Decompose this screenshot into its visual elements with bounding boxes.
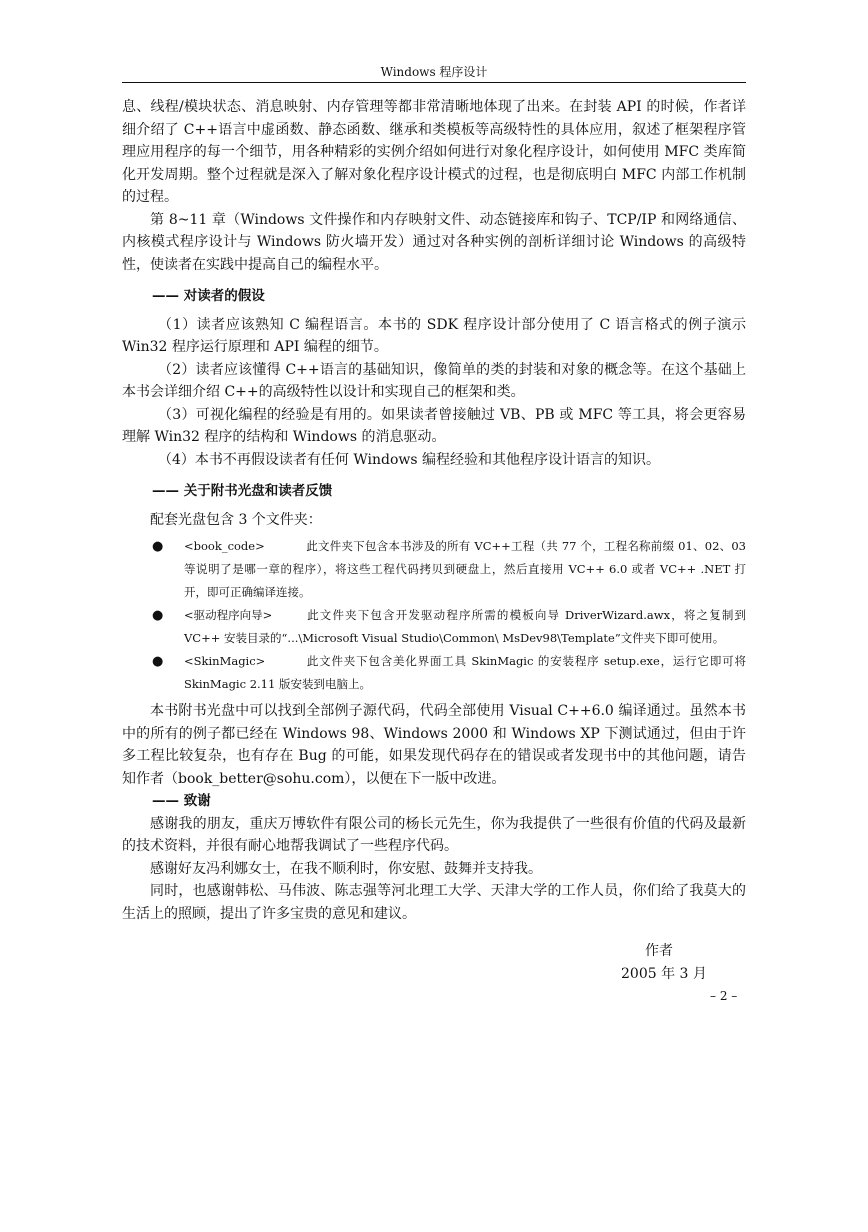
- signature-date: 2005 年 3 月: [621, 966, 707, 982]
- cd-intro: 配套光盘包含 3 个文件夹：: [150, 511, 322, 528]
- folder-list-item: [122, 535, 746, 604]
- folder-name: <SkinMagic>: [184, 654, 266, 668]
- signature-author: 作者: [645, 943, 673, 959]
- bullet-dot-icon: ●: [152, 608, 164, 623]
- folder-list: [122, 535, 746, 696]
- page-number: – 2 –: [710, 989, 738, 1003]
- assumption-item: （2）读者应该懂得 C++语言的基础知识，像简单的类的封装和对象的概念等。在这个基础上本书会详细介绍 C++的高级特性以设计和实现自己的框架和类。: [122, 361, 746, 400]
- paragraph-chapters-8-11: 第 8~11 章（Windows 文件操作和内存映射文件、动态链接库和钩子、TCP/IP 和网络通信、内核模式程序设计与 Windows 防火墙开发）通过对各种实例的剖析详细讨论 Windows 的高级特性，使读者在实践中提高自己的编程水平。: [122, 211, 746, 273]
- bullet-dot-icon: ●: [152, 539, 164, 554]
- assumption-item: （3）可视化编程的经验是有用的。如果读者曾接触过 VB、PB 或 MFC 等工具，将会更容易理解 Win32 程序的结构和 Windows 的消息驱动。: [122, 406, 746, 445]
- header-rule: [122, 82, 746, 83]
- folder-list-item: [122, 604, 746, 650]
- folder-description: 此文件夹下包含本书涉及的所有 VC++工程（共 77 个，工程名称前缀 01、02、03 等说明了是哪一章的程序），将这些工程代码拷贝到硬盘上，然后直接用 VC++ 6.0 或者 VC++ .NET 打开，即可正确编译连接。: [184, 539, 746, 599]
- page-body: [122, 96, 746, 925]
- folder-description: 此文件夹下包含美化界面工具 SkinMagic 的安装程序 setup.exe，运行它即可将 SkinMagic 2.11 版安装到电脑上。: [184, 654, 746, 691]
- thanks-paragraph: 感谢我的朋友，重庆万博软件有限公司的杨长元先生，你为我提供了一些很有价值的代码及最新的技术资料，并很有耐心地帮我调试了一些程序代码。: [122, 815, 746, 854]
- section-heading-thanks: —— 致谢: [152, 793, 211, 809]
- folder-name: <驱动程序向导>: [184, 608, 273, 622]
- section-heading-assumptions: —— 对读者的假设: [152, 288, 265, 304]
- folder-name: <book_code>: [184, 539, 265, 553]
- section-heading-cd: —— 关于附书光盘和读者反馈: [152, 483, 333, 499]
- bullet-dot-icon: ●: [152, 654, 164, 669]
- folder-list-item: [122, 650, 746, 696]
- paragraph-intro-continued: 息、线程/模块状态、消息映射、内存管理等都非常清晰地体现了出来。在封装 API 的时候，作者详细介绍了 C++语言中虚函数、静态函数、继承和类模板等高级特性的具体应用，叙述了框架程序管理应用程序的每一个细节，用各种精彩的实例介绍如何进行对象化程序设计，如何使用 MFC 类库简化开发周期。整个过程就是深入了解对象化程序设计模式的过程，也是彻底明白 MFC 内部工作机制的过程。: [122, 99, 746, 205]
- assumption-item: （4）本书不再假设读者有任何 Windows 编程经验和其他程序设计语言的知识。: [158, 451, 661, 468]
- folder-description: 此文件夹下包含开发驱动程序所需的模板向导 DriverWizard.awx，将之复制到 VC++ 安装目录的“...\Microsoft Visual Studio\Common\ MsDev98\Template”文件夹下即可使用。: [184, 608, 746, 645]
- cd-closing-paragraph: 本书附书光盘中可以找到全部例子源代码，代码全部使用 Visual C++6.0 编译通过。虽然本书中的所有的例子都已经在 Windows 98、Windows 2000 和 Windows XP 下测试通过，但由于许多工程比较复杂，也有存在 Bug 的可能，如果发现代码存在的错误或者发现书中的其他问题，请告知作者（book_better@sohu.com），以便在下一版中改进。: [122, 703, 746, 787]
- thanks-paragraph: 同时，也感谢韩松、马伟波、陈志强等河北理工大学、天津大学的工作人员，你们给了我莫大的生活上的照顾，提出了许多宝贵的意见和建议。: [122, 883, 746, 922]
- thanks-paragraph: 感谢好友冯利娜女士，在我不顺利时，你安慰、鼓舞并支持我。: [150, 860, 542, 877]
- page-header-title: Windows 程序设计: [380, 65, 488, 79]
- assumption-item: （1）读者应该熟知 C 编程语言。本书的 SDK 程序设计部分使用了 C 语言格式的例子演示 Win32 程序运行原理和 API 编程的细节。: [122, 316, 746, 355]
